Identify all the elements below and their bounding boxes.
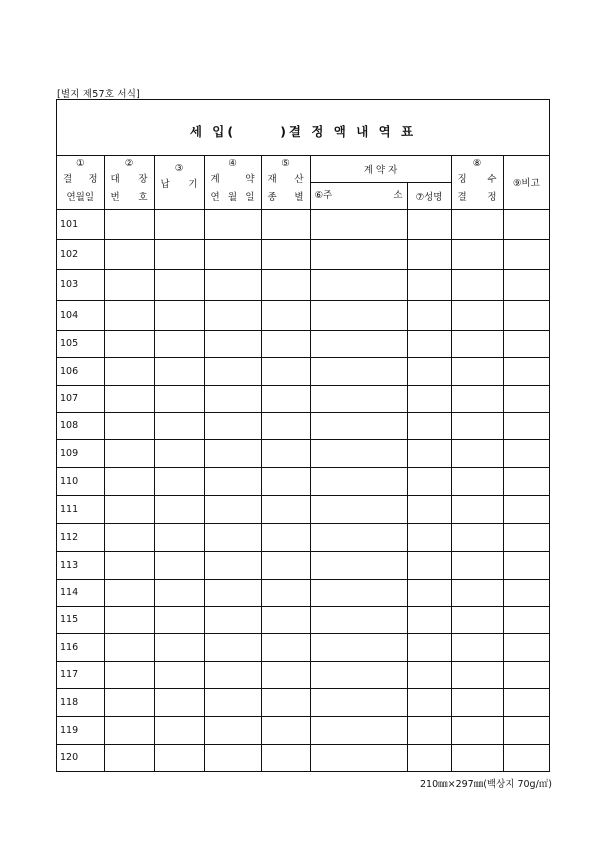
table-row: [57, 744, 549, 771]
entry-cell: [261, 330, 310, 357]
entry-cell: [204, 209, 261, 239]
entry-cell: [261, 744, 310, 771]
entry-cell: [104, 606, 154, 633]
entry-cell: [451, 467, 503, 495]
entry-cell: [451, 523, 503, 551]
entry-cell: [154, 633, 204, 661]
table-row: [57, 330, 549, 357]
entry-cell: [407, 551, 451, 579]
entry-cell: [261, 467, 310, 495]
entry-cell: [451, 495, 503, 523]
entry-cell: [154, 716, 204, 744]
entry-cell: [451, 269, 503, 300]
entry-cell: [451, 716, 503, 744]
row-number: 103: [57, 269, 104, 300]
entry-cell: [261, 633, 310, 661]
entry-cell: [310, 495, 407, 523]
entry-cell: [503, 439, 549, 467]
entry-cell: [310, 688, 407, 716]
entry-cell: [451, 551, 503, 579]
entry-cell: [451, 606, 503, 633]
entry-cell: [204, 239, 261, 269]
entry-cell: [104, 439, 154, 467]
row-number: 116: [57, 633, 104, 661]
entry-cell: [261, 661, 310, 688]
header-name: ⑦성명: [407, 182, 451, 209]
entry-cell: [451, 744, 503, 771]
table-row: [57, 269, 549, 300]
table-row: [57, 239, 549, 269]
entry-cell: [261, 357, 310, 385]
entry-cell: [451, 357, 503, 385]
entry-cell: [154, 688, 204, 716]
entry-cell: [503, 661, 549, 688]
entry-cell: [154, 551, 204, 579]
entry-cell: [503, 467, 549, 495]
entry-cell: [104, 412, 154, 439]
table-row: [57, 467, 549, 495]
entry-cell: [310, 269, 407, 300]
entry-cell: [204, 357, 261, 385]
entry-cell: [503, 523, 549, 551]
entry-cell: [261, 439, 310, 467]
entry-cell: [104, 300, 154, 330]
entry-cell: [154, 209, 204, 239]
entry-cell: [154, 269, 204, 300]
entry-cell: [310, 523, 407, 551]
entry-cell: [104, 209, 154, 239]
row-number: 119: [57, 716, 104, 744]
table-row: [57, 716, 549, 744]
header-address: ⑥주 소: [310, 182, 407, 209]
entry-cell: [310, 239, 407, 269]
row-number: 109: [57, 439, 104, 467]
entry-cell: [154, 495, 204, 523]
entry-cell: [261, 269, 310, 300]
entry-cell: [451, 661, 503, 688]
entry-cell: [503, 209, 549, 239]
table-row: [57, 606, 549, 633]
entry-cell: [154, 661, 204, 688]
row-number: 110: [57, 467, 104, 495]
entry-cell: [503, 744, 549, 771]
entry-cell: [204, 412, 261, 439]
entry-cell: [104, 716, 154, 744]
entry-cell: [261, 412, 310, 439]
entry-cell: [310, 300, 407, 330]
entry-cell: [451, 579, 503, 606]
entry-cell: [310, 661, 407, 688]
entry-cell: [204, 606, 261, 633]
entry-cell: [261, 300, 310, 330]
entry-cell: [261, 606, 310, 633]
entry-cell: [503, 330, 549, 357]
entry-cell: [407, 606, 451, 633]
table-row: [57, 439, 549, 467]
header-due-date: ③ 납 기: [154, 156, 204, 209]
form-frame: [56, 99, 550, 772]
entry-cell: [310, 579, 407, 606]
row-number: 112: [57, 523, 104, 551]
header-decision-date: ① 결 정 연월일: [57, 156, 104, 209]
entry-cell: [104, 239, 154, 269]
entry-cell: [407, 209, 451, 239]
entry-cell: [154, 300, 204, 330]
entry-cell: [407, 300, 451, 330]
entry-cell: [407, 239, 451, 269]
entry-cell: [503, 633, 549, 661]
header-contract-date: ④ 계 약 연 월 일: [204, 156, 261, 209]
form-title: 세 입( )결 정 액 내 역 표: [189, 124, 417, 139]
entry-cell: [154, 357, 204, 385]
row-number: 102: [57, 239, 104, 269]
entry-cell: [104, 357, 154, 385]
table-row: [57, 579, 549, 606]
entry-cell: [104, 633, 154, 661]
entry-cell: [310, 606, 407, 633]
entry-cell: [310, 412, 407, 439]
entry-cell: [104, 661, 154, 688]
entry-cell: [407, 467, 451, 495]
table-row: [57, 551, 549, 579]
entry-cell: [204, 716, 261, 744]
header-collection-decision: ⑧ 징 수 결 정: [451, 156, 503, 209]
entry-cell: [261, 716, 310, 744]
entry-cell: [451, 239, 503, 269]
entry-cell: [154, 239, 204, 269]
entry-cell: [407, 330, 451, 357]
entry-cell: [407, 661, 451, 688]
row-number: 111: [57, 495, 104, 523]
table-row: [57, 495, 549, 523]
entry-cell: [451, 385, 503, 412]
entry-cell: [503, 688, 549, 716]
entry-cell: [503, 357, 549, 385]
entry-cell: [204, 330, 261, 357]
entry-cell: [407, 385, 451, 412]
revenue-table: [57, 156, 549, 771]
entry-cell: [261, 688, 310, 716]
entry-cell: [261, 239, 310, 269]
paper-spec: 210㎜×297㎜(백상지 70g/㎡): [419, 779, 552, 790]
entry-cell: [503, 239, 549, 269]
entry-cell: [503, 385, 549, 412]
entry-cell: [503, 495, 549, 523]
entry-cell: [310, 385, 407, 412]
table-row: [57, 385, 549, 412]
entry-cell: [503, 606, 549, 633]
row-number: 105: [57, 330, 104, 357]
entry-cell: [261, 495, 310, 523]
entry-cell: [154, 439, 204, 467]
entry-cell: [104, 330, 154, 357]
entry-cell: [154, 385, 204, 412]
entry-cell: [310, 467, 407, 495]
row-number: 101: [57, 209, 104, 239]
entry-cell: [154, 579, 204, 606]
table-row: [57, 300, 549, 330]
table-row: [57, 633, 549, 661]
table-row: [57, 209, 549, 239]
entry-cell: [310, 357, 407, 385]
entry-cell: [154, 467, 204, 495]
entry-cell: [310, 209, 407, 239]
entry-cell: [104, 467, 154, 495]
entry-cell: [407, 269, 451, 300]
entry-cell: [310, 330, 407, 357]
entry-cell: [407, 357, 451, 385]
entry-cell: [104, 551, 154, 579]
entry-cell: [310, 551, 407, 579]
entry-cell: [451, 209, 503, 239]
entry-cell: [204, 385, 261, 412]
entry-cell: [503, 551, 549, 579]
entry-cell: [104, 523, 154, 551]
row-number: 117: [57, 661, 104, 688]
entry-cell: [407, 633, 451, 661]
entry-cell: [451, 688, 503, 716]
entry-cell: [503, 716, 549, 744]
entry-cell: [407, 439, 451, 467]
row-number: 118: [57, 688, 104, 716]
form-label: [별지 제57호 서식]: [57, 89, 141, 100]
entry-cell: [407, 412, 451, 439]
entry-cell: [154, 744, 204, 771]
row-number: 120: [57, 744, 104, 771]
entry-cell: [104, 495, 154, 523]
entry-cell: [204, 439, 261, 467]
entry-cell: [204, 467, 261, 495]
row-number: 108: [57, 412, 104, 439]
entry-cell: [154, 523, 204, 551]
entry-cell: [204, 495, 261, 523]
entry-cell: [503, 269, 549, 300]
row-number: 104: [57, 300, 104, 330]
entry-cell: [104, 269, 154, 300]
entry-cell: [503, 300, 549, 330]
entry-cell: [204, 579, 261, 606]
entry-cell: [204, 523, 261, 551]
entry-cell: [104, 744, 154, 771]
entry-cell: [451, 412, 503, 439]
entry-cell: [204, 300, 261, 330]
entry-cell: [503, 579, 549, 606]
title-box: [57, 100, 549, 156]
table-row: [57, 661, 549, 688]
entry-cell: [310, 744, 407, 771]
entry-cell: [204, 688, 261, 716]
entry-cell: [204, 551, 261, 579]
entry-cell: [451, 330, 503, 357]
entry-cell: [261, 523, 310, 551]
row-number: 113: [57, 551, 104, 579]
row-number: 115: [57, 606, 104, 633]
entry-cell: [154, 606, 204, 633]
entry-cell: [261, 551, 310, 579]
entry-cell: [104, 385, 154, 412]
row-number: 107: [57, 385, 104, 412]
entry-cell: [407, 523, 451, 551]
entry-cell: [104, 579, 154, 606]
entry-cell: [204, 269, 261, 300]
entry-cell: [310, 439, 407, 467]
entry-cell: [261, 579, 310, 606]
entry-cell: [204, 661, 261, 688]
entry-cell: [451, 633, 503, 661]
table-row: [57, 357, 549, 385]
entry-cell: [407, 744, 451, 771]
header-remarks: ⑨비고: [503, 156, 549, 209]
entry-cell: [154, 412, 204, 439]
entry-cell: [154, 330, 204, 357]
entry-cell: [407, 688, 451, 716]
table-row: [57, 412, 549, 439]
header-ledger-number: ② 대 장 번 호: [104, 156, 154, 209]
entry-cell: [204, 633, 261, 661]
entry-cell: [310, 633, 407, 661]
header-property-type: ⑤ 재 산 종 별: [261, 156, 310, 209]
entry-cell: [451, 439, 503, 467]
entry-cell: [407, 579, 451, 606]
entry-cell: [204, 744, 261, 771]
header-contractor: 계 약 자: [310, 156, 451, 182]
entry-cell: [310, 716, 407, 744]
entry-cell: [407, 495, 451, 523]
entry-cell: [104, 688, 154, 716]
entry-cell: [451, 300, 503, 330]
row-number: 106: [57, 357, 104, 385]
table-row: [57, 688, 549, 716]
table-row: [57, 523, 549, 551]
entry-cell: [503, 412, 549, 439]
entry-cell: [261, 385, 310, 412]
row-number: 114: [57, 579, 104, 606]
entry-cell: [407, 716, 451, 744]
entry-cell: [261, 209, 310, 239]
